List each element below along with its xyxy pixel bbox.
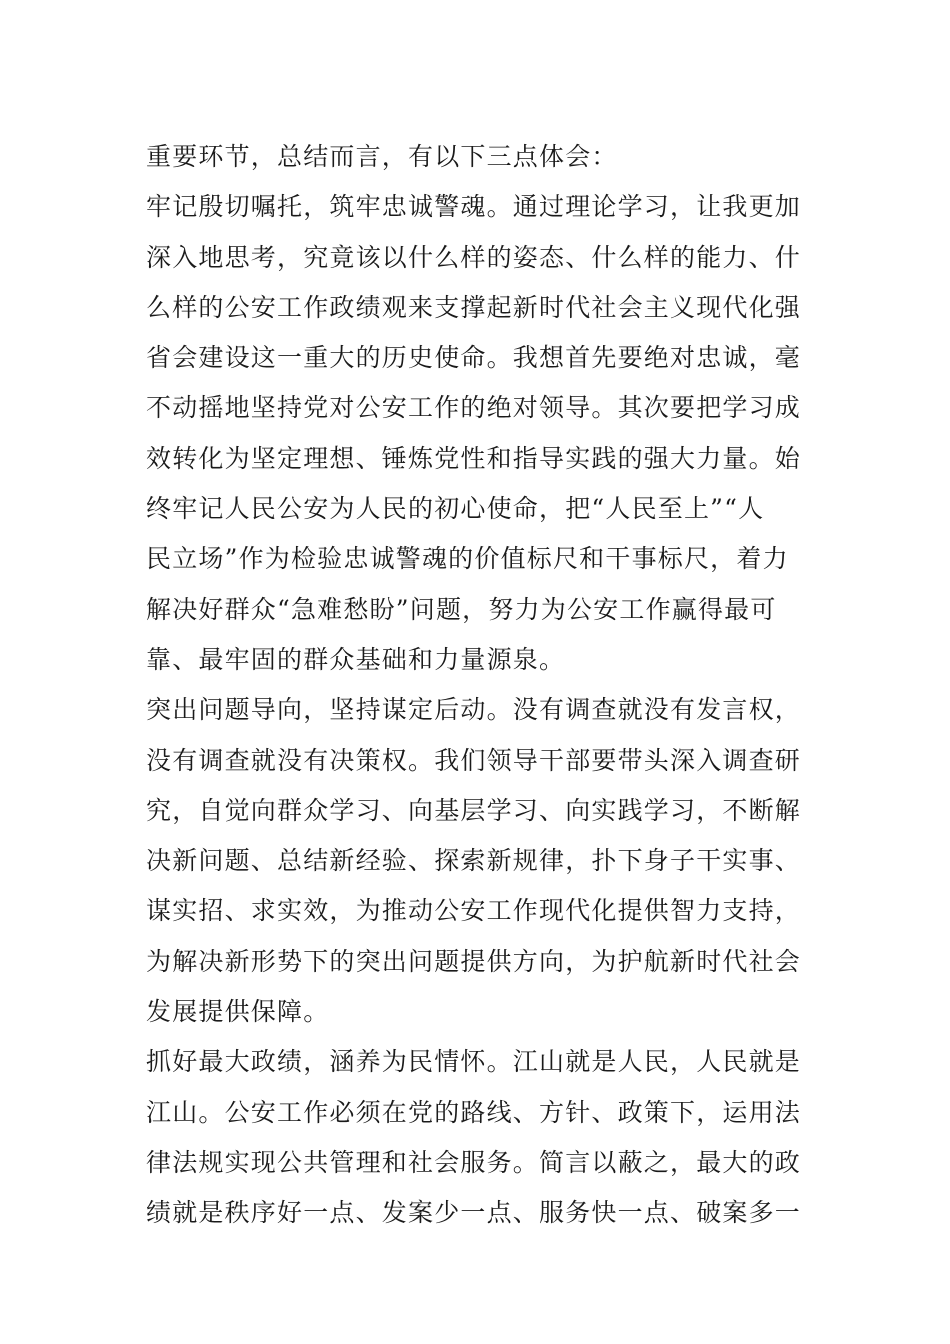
- text-line: 牢记殷切嘱托，筑牢忠诚警魂。通过理论学习，让我更加: [146, 192, 802, 222]
- text-line: 深入地思考，究竟该以什么样的姿态、什么样的能力、什: [146, 242, 802, 272]
- text-line: 律法规实现公共管理和社会服务。简言以蔽之，最大的政: [146, 1147, 802, 1177]
- text-line: 发展提供保障。: [146, 997, 330, 1027]
- text-line: 解决好群众“急难愁盼”问题，努力为公安工作赢得最可: [146, 594, 777, 624]
- text-line: 终牢记人民公安为人民的初心使命，把“人民至上”“人: [146, 494, 765, 524]
- text-line: 谋实招、求实效，为推动公安工作现代化提供智力支持，: [146, 896, 802, 926]
- text-line: 决新问题、总结新经验、探索新规律，扑下身子干实事、: [146, 846, 802, 876]
- text-line: 没有调查就没有决策权。我们领导干部要带头深入调查研: [146, 745, 802, 775]
- text-line: 绩就是秩序好一点、发案少一点、服务快一点、破案多一: [146, 1198, 802, 1228]
- text-line: 突出问题导向，坚持谋定后动。没有调查就没有发言权，: [146, 695, 802, 725]
- text-line: 重要环节，总结而言，有以下三点体会：: [146, 142, 618, 171]
- text-line: 不动摇地坚持党对公安工作的绝对领导。其次要把学习成: [146, 393, 802, 423]
- document-body-text: [146, 132, 806, 1239]
- text-line: 省会建设这一重大的历史使命。我想首先要绝对忠诚，毫: [146, 343, 802, 373]
- text-line: 江山。公安工作必须在党的路线、方针、政策下，运用法: [146, 1097, 802, 1127]
- text-line: 究，自觉向群众学习、向基层学习、向实践学习，不断解: [146, 795, 802, 825]
- text-line: 靠、最牢固的群众基础和力量源泉。: [146, 644, 566, 674]
- text-line: 效转化为坚定理想、锤炼党性和指导实践的强大力量。始: [146, 443, 802, 473]
- text-line: 抓好最大政绩，涵养为民情怀。江山就是人民，人民就是: [146, 1047, 802, 1077]
- text-line: 么样的公安工作政绩观来支撑起新时代社会主义现代化强: [146, 292, 802, 322]
- text-line: 民立场”作为检验忠诚警魂的价值标尺和干事标尺，着力: [146, 544, 789, 574]
- text-line: 为解决新形势下的突出问题提供方向，为护航新时代社会: [146, 946, 802, 976]
